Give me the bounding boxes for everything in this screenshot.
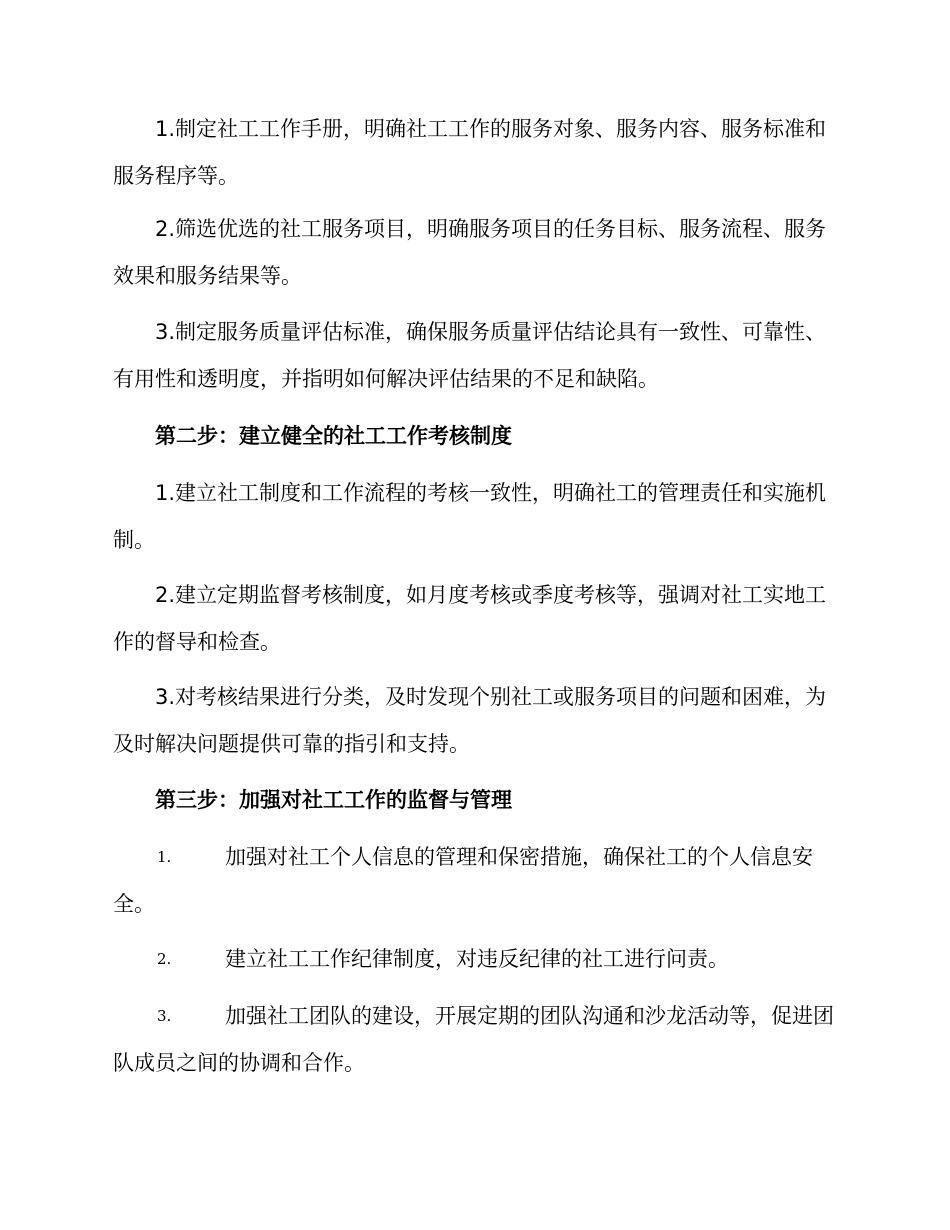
step3-item-1-text: 加强对社工个人信息的管理和保密措施，确保社工的个人信息安全。 [113, 845, 813, 916]
paragraph-1-1: 1.制定社工工作手册，明确社工工作的服务对象、服务内容、服务标准和服务程序等。 [113, 117, 827, 188]
step2-item-1: 1.建立社工制度和工作流程的考核一致性，明确社工的管理责任和实施机制。 [113, 481, 827, 552]
step3-heading: 第三步：加强对社工工作的监督与管理 [155, 788, 512, 812]
step3-item-3-text: 加强社工团队的建设，开展定期的团队沟通和沙龙活动等，促进团队成员之间的协调和合作。 [113, 1004, 834, 1075]
step3-item-3-number: 3. [157, 1007, 172, 1025]
paragraph-1-3: 3.制定服务质量评估标准，确保服务质量评估结论具有一致性、可靠性、有用性和透明度，并指明如何解决评估结果的不足和缺陷。 [113, 320, 827, 391]
step3-item-2-text: 建立社工工作纪律制度，对违反纪律的社工进行问责。 [225, 947, 729, 971]
step2-item-2: 2.建立定期监督考核制度，如月度考核或季度考核等，强调对社工实地工作的督导和检查。 [113, 583, 827, 654]
step2-heading: 第二步：建立健全的社工工作考核制度 [155, 424, 512, 448]
step3-item-1-number: 1. [157, 848, 172, 866]
step2-item-3: 3.对考核结果进行分类，及时发现个别社工或服务项目的问题和困难，为及时解决问题提供可靠的指引和支持。 [113, 685, 827, 756]
step3-item-2-number: 2. [157, 950, 172, 968]
paragraph-1-2: 2.筛选优选的社工服务项目，明确服务项目的任务目标、服务流程、服务效果和服务结果等。 [113, 217, 827, 288]
